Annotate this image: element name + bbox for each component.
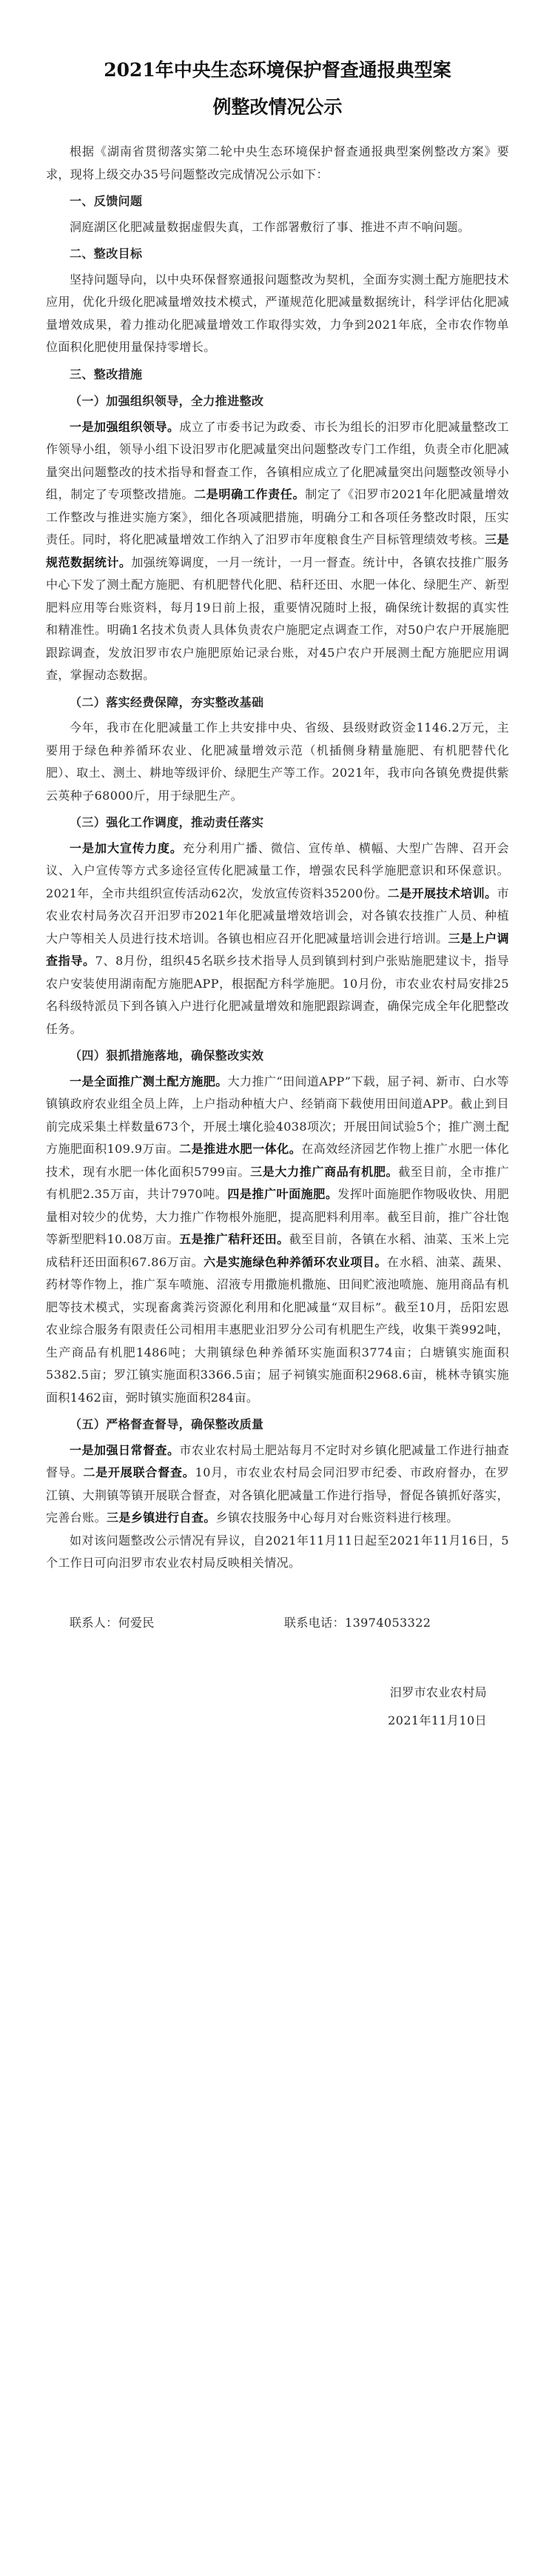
lead-text: 四是推广叶面施肥。 (227, 1187, 338, 1201)
body-text: 截至目前，各镇在水稻、油菜、玉米上完成秸秆还田面积67.86万亩。 (46, 1232, 509, 1269)
lead-text: 一是加强日常督查。 (70, 1442, 180, 1457)
lead-text: 六是实施绿色种养循环农业项目。 (204, 1254, 387, 1269)
subsection-4-heading: （四）狠抓措施落地，确保整改实效 (70, 1048, 264, 1063)
title-line-1: 2021年中央生态环境保护督查通报典型案 (104, 59, 451, 81)
objection-notice: 如对该问题整改公示情况有异议，自2021年11月11日起至2021年11月16日，5个工作日可向汨罗市农业农村局反映相关情况。 (46, 1533, 509, 1570)
document-title (46, 52, 509, 126)
subsection-3-heading: （三）强化工作调度，推动责任落实 (70, 815, 264, 829)
lead-text: 一是全面推广测土配方施肥。 (70, 1074, 228, 1088)
body-text: 7、8月份，组织45名联乡技术指导人员到镇到村到户张贴施肥建议卡，指导农户安装使用湖南配方施肥APP，根据配方科学施肥。10月份，市农业农村局安排25名科级特派员下到各镇入户进行化肥减量增效和施肥跟踪调查，确保完成全年化肥整改任务。 (46, 954, 509, 1036)
contact-phone: 联系电话：13974053322 (284, 1615, 431, 1630)
subsection-3-body (46, 837, 509, 1041)
signature-date: 2021年11月10日 (388, 1713, 487, 1727)
body-text: 大力推广“田间道APP”下载，屈子祠、新市、白水等镇镇政府农业组全员上阵，上户指动种植大户、经销商下载使用田间道APP。截止到目前完成采集土样数量673个，开展土壤化验4038项次；开展田间试验5个；推广测土配方施肥面积109.9万亩。 (46, 1074, 509, 1156)
lead-text: 二是开展技术培训。 (387, 886, 497, 900)
body-text: 制定了《汨罗市2021年化肥减量增效工作整改与推进实施方案》，细化各项减肥措施，明确分工和各项任务整改时限，压实责任。同时，将化肥减量增效工作纳入了汨罗市年度粮食生产目标管理绩效考核。 (46, 487, 510, 546)
lead-text: 一是加大宣传力度。 (70, 840, 183, 855)
subsection-1-heading: （一）加强组织领导，全力推进整改 (70, 394, 264, 408)
subsection-5-heading: （五）严格督查督导，确保整改质量 (70, 1417, 264, 1431)
contact-line (46, 1612, 509, 1635)
subsection-2-body: 今年，我市在化肥减量工作上共安排中央、省级、县级财政资金1146.2万元，主要用于绿色种养循环农业、化肥减量增效示范（机插侧身精量施肥、有机肥替代化肥）、取土、测土、耕地等级评价、绿肥生产等工作。2021年，我市向各镇免费提供紫云英种子68000斤，用于绿肥生产。 (46, 720, 509, 803)
lead-text: 五是推广秸秆还田。 (179, 1232, 289, 1246)
body-text: 成立了市委书记为政委、市长为组长的汨罗市化肥减量整改工作领导小组，领导小组下设汨罗市化肥减量突出问题整改专门工作组，负责全市化肥减量突出问题整改的技术指导和督查工作，各镇相应成立了化肥减量突出问题整改领导小组，制定了专项整改措施。 (46, 419, 509, 501)
body-text: 市农业农村局土肥站每月不定时对乡镇化肥减量工作进行抽查督导。 (46, 1442, 509, 1479)
body-text: 10月，市农业农村局会同汨罗市纪委、市政府督办，在罗江镇、大荆镇等镇开展联合督查，对各镇化肥减量工作进行指导，督促各镇抓好落实，完善台账。 (46, 1465, 509, 1525)
body-text: 截至目前，全市推广有机肥2.35万亩，共计7970吨。 (46, 1164, 509, 1201)
body-text: 加强统筹调度，一月一统计，一月一督查。统计中，各镇农技推广服务中心下发了测土配方施肥、有机肥替代化肥、秸秆还田、水肥一体化、绿肥生产、新型肥料应用等台账资料，每月19日前上报，重要情况随时上报，确保统计数据的真实性和精准性。明确1名技术负责人具体负责农户施肥定点调查工作，对50户农户开展施肥跟踪调查，发放汨罗市农户施肥原始记录台账，对45户农户开展测土配方施肥应用调查，掌握动态数据。 (46, 555, 509, 682)
body-text: 市农业农村局务次召开汨罗市2021年化肥减量增效培训会，对各镇农技推广人员、种植大户等相关人员进行技术培训。各镇也相应召开化肥减量培训会进行培训。 (46, 886, 509, 946)
subsection-1-body (46, 416, 509, 687)
section-2-heading: 二、整改目标 (70, 247, 143, 261)
body-text: 乡镇农技服务中心每月对台账资料进行核理。 (215, 1511, 459, 1525)
contact-person: 联系人：何爱民 (70, 1615, 155, 1630)
lead-text: 二是开展联合督查。 (83, 1465, 195, 1479)
lead-text: 三是规范数据统计。 (46, 532, 509, 569)
lead-text: 三是上户调查指导。 (46, 931, 509, 968)
section-3-heading: 三、整改措施 (70, 367, 143, 381)
lead-text: 三是大力推广商品有机肥。 (250, 1164, 399, 1179)
section-2-body: 坚持问题导向，以中央环保督察通报问题整改为契机，全面夯实测土配方施肥技术应用，优化升级化肥减量增效技术模式，严谨规范化肥减量数据统计，科学评估化肥减量增效成果，着力推动化肥减量增效工作取得实效，力争到2021年底，全市农作物单位面积化肥使用量保持零增长。 (46, 272, 509, 354)
lead-text: 三是乡镇进行自查。 (107, 1511, 216, 1525)
section-1-body: 洞庭湖区化肥减量数据虚假失真，工作部署敷衍了事、推进不声不响问题。 (70, 219, 471, 234)
subsection-5-body (46, 1439, 509, 1530)
lead-text: 一是加强组织领导。 (70, 419, 180, 434)
lead-text: 二是推进水肥一体化。 (179, 1142, 302, 1156)
subsection-2-heading: （二）落实经费保障，夯实整改基础 (70, 695, 264, 709)
lead-text: 二是明确工作责任。 (194, 487, 306, 501)
intro-paragraph: 根据《湖南省贯彻落实第二轮中央生态环境保护督查通报典型案例整改方案》要求，现将上级交办35号问题整改完成情况公示如下： (46, 144, 509, 181)
title-line-2: 例整改情况公示 (212, 96, 343, 118)
section-1-heading: 一、反馈问题 (70, 194, 143, 208)
subsection-4-body (46, 1071, 509, 1410)
body-text: 充分利用广播、微信、宣传单、横幅、大型广告牌、召开会议、入户宣传等方式多途径宣传化肥减量工作，增强农民科学施肥意识和环保意识。2021年，全市共组织宣传活动62次，发放宣传资料35200份。 (46, 840, 509, 900)
body-text: 发挥叶面施肥作物吸收快、用肥量相对较少的优势，大力推广作物根外施肥，提高肥料利用率。截至目前，推广谷壮饱等新型肥料10.08万亩。 (46, 1187, 510, 1246)
signature-block (46, 1679, 509, 1735)
body-text: 在水稻、油菜、蔬果、药材等作物上，推广泵车喷施、沼液专用撒施机撒施、田间贮液池喷施、施用商品有机肥等技术模式，实现畜禽粪污资源化利用和化肥减量“双目标”。截至10月，岳阳宏恩农业综合服务有限责任公司相用丰惠肥业汨罗分公司有机肥生产线，收集干粪992吨，生产商品有机肥1486吨；大荆镇绿色种养循环实施面积3774亩；白塘镇实施面积5382.5亩；罗江镇实施面积3366.5亩；屈子祠镇实施面积2968.6亩，桃林寺镇实施面积1462亩，弼时镇实施面积284亩。 (46, 1254, 509, 1405)
signature-org: 汨罗市农业农村局 (389, 1685, 487, 1699)
body-text: 在高效经济园艺作物上推广水肥一体化技术，现有水肥一体化面积5799亩。 (46, 1142, 509, 1179)
